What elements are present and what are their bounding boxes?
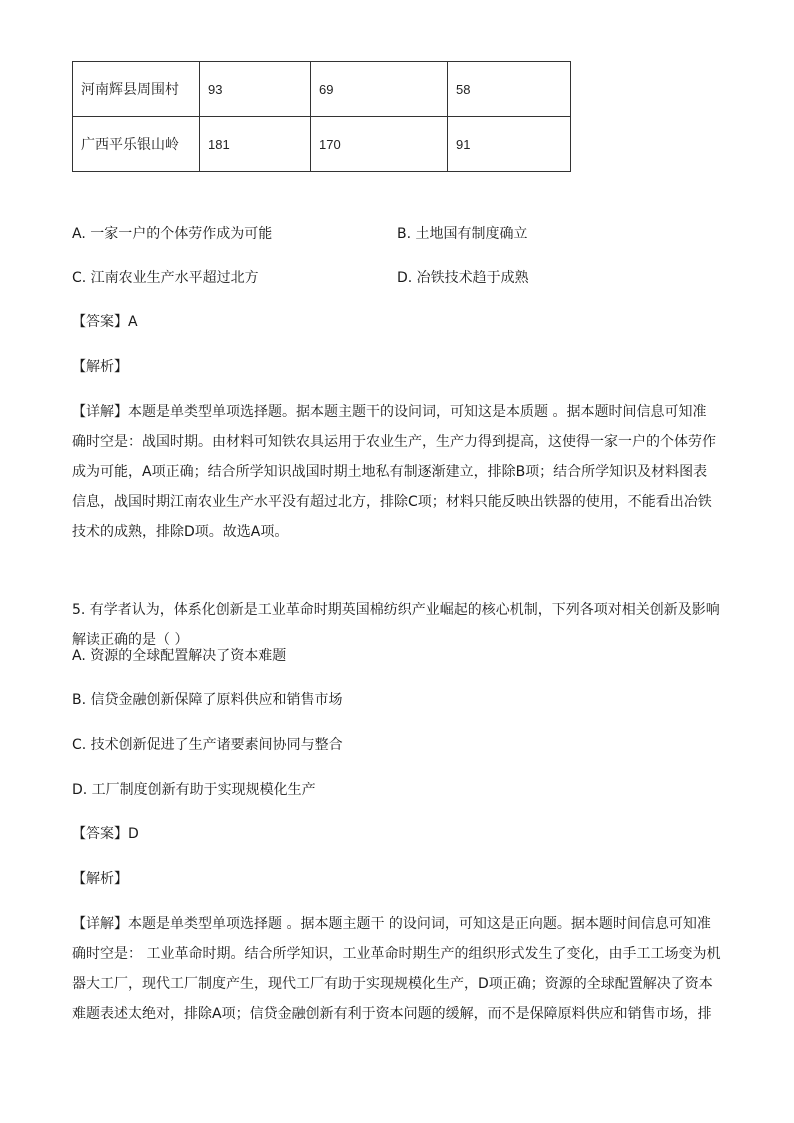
table-cell: 91 bbox=[448, 117, 571, 172]
option-d: D. 冶铁技术趋于成熟 bbox=[397, 270, 529, 286]
option-a: A. 资源的全球配置解决了资本难题 bbox=[72, 648, 287, 664]
detail-paragraph bbox=[72, 397, 724, 547]
detail-line: 确时空是：战国时期。由材料可知铁农具运用于农业生产，生产力得到提高，这使得一家一户的个体劳作 bbox=[72, 434, 716, 450]
option-c: C. 江南农业生产水平超过北方 bbox=[72, 270, 259, 286]
detail-line: 难题表述太绝对，排除A项；信贷金融创新有利于资本问题的缓解，而不是保障原料供应和销售市场，排 bbox=[72, 1006, 712, 1022]
table-row bbox=[73, 117, 571, 172]
option-a: A. 一家一户的个体劳作成为可能 bbox=[72, 226, 273, 242]
analysis-label: 【解析】 bbox=[72, 359, 128, 375]
detail-line: 技术的成熟，排除D项。故选A项。 bbox=[72, 524, 289, 540]
table-cell: 181 bbox=[200, 117, 311, 172]
detail-line: 信息，战国时期江南农业生产水平没有超过北方，排除C项；材料只能反映出铁器的使用，不能看出冶铁 bbox=[72, 494, 712, 510]
detail-paragraph bbox=[72, 909, 724, 1029]
detail-line: 器大工厂，现代工厂制度产生，现代工厂有助于实现规模化生产，D项正确；资源的全球配置解决了资本 bbox=[72, 976, 713, 992]
stem-line: 解读正确的是（ ） bbox=[72, 632, 189, 648]
option-b: B. 土地国有制度确立 bbox=[397, 226, 528, 242]
table-cell: 河南辉县周围村 bbox=[73, 62, 200, 117]
detail-line: 【详解】本题是单类型单项选择题。据本题主题干的设问词，可知这是本质题 。据本题时间信息可知准 bbox=[72, 404, 707, 420]
option-d: D. 工厂制度创新有助于实现规模化生产 bbox=[72, 782, 316, 798]
answer-label: 【答案】A bbox=[72, 314, 138, 330]
answer-label: 【答案】D bbox=[72, 826, 139, 842]
analysis-label: 【解析】 bbox=[72, 871, 128, 887]
detail-line: 确时空是： 工业革命时期。结合所学知识，工业革命时期生产的组织形式发生了变化，由手工工场变为机 bbox=[72, 946, 721, 962]
table-row bbox=[73, 62, 571, 117]
table-cell: 93 bbox=[200, 62, 311, 117]
table-cell: 58 bbox=[448, 62, 571, 117]
option-c: C. 技术创新促进了生产诸要素间协同与整合 bbox=[72, 737, 343, 753]
stem-line: 5. 有学者认为，体系化创新是工业革命时期英国棉纺织产业崛起的核心机制，下列各项对相关创新及影响 bbox=[72, 602, 720, 618]
detail-line: 【详解】本题是单类型单项选择题 。据本题主题干 的设问词，可知这是正向题。据本题时间信息可知准 bbox=[72, 916, 711, 932]
table-cell: 69 bbox=[311, 62, 448, 117]
data-table bbox=[72, 61, 571, 172]
table-cell: 广西平乐银山岭 bbox=[73, 117, 200, 172]
table-cell: 170 bbox=[311, 117, 448, 172]
detail-line: 成为可能，A项正确；结合所学知识战国时期土地私有制逐渐建立，排除B项；结合所学知识及材料图表 bbox=[72, 464, 708, 480]
option-b: B. 信贷金融创新保障了原料供应和销售市场 bbox=[72, 692, 343, 708]
